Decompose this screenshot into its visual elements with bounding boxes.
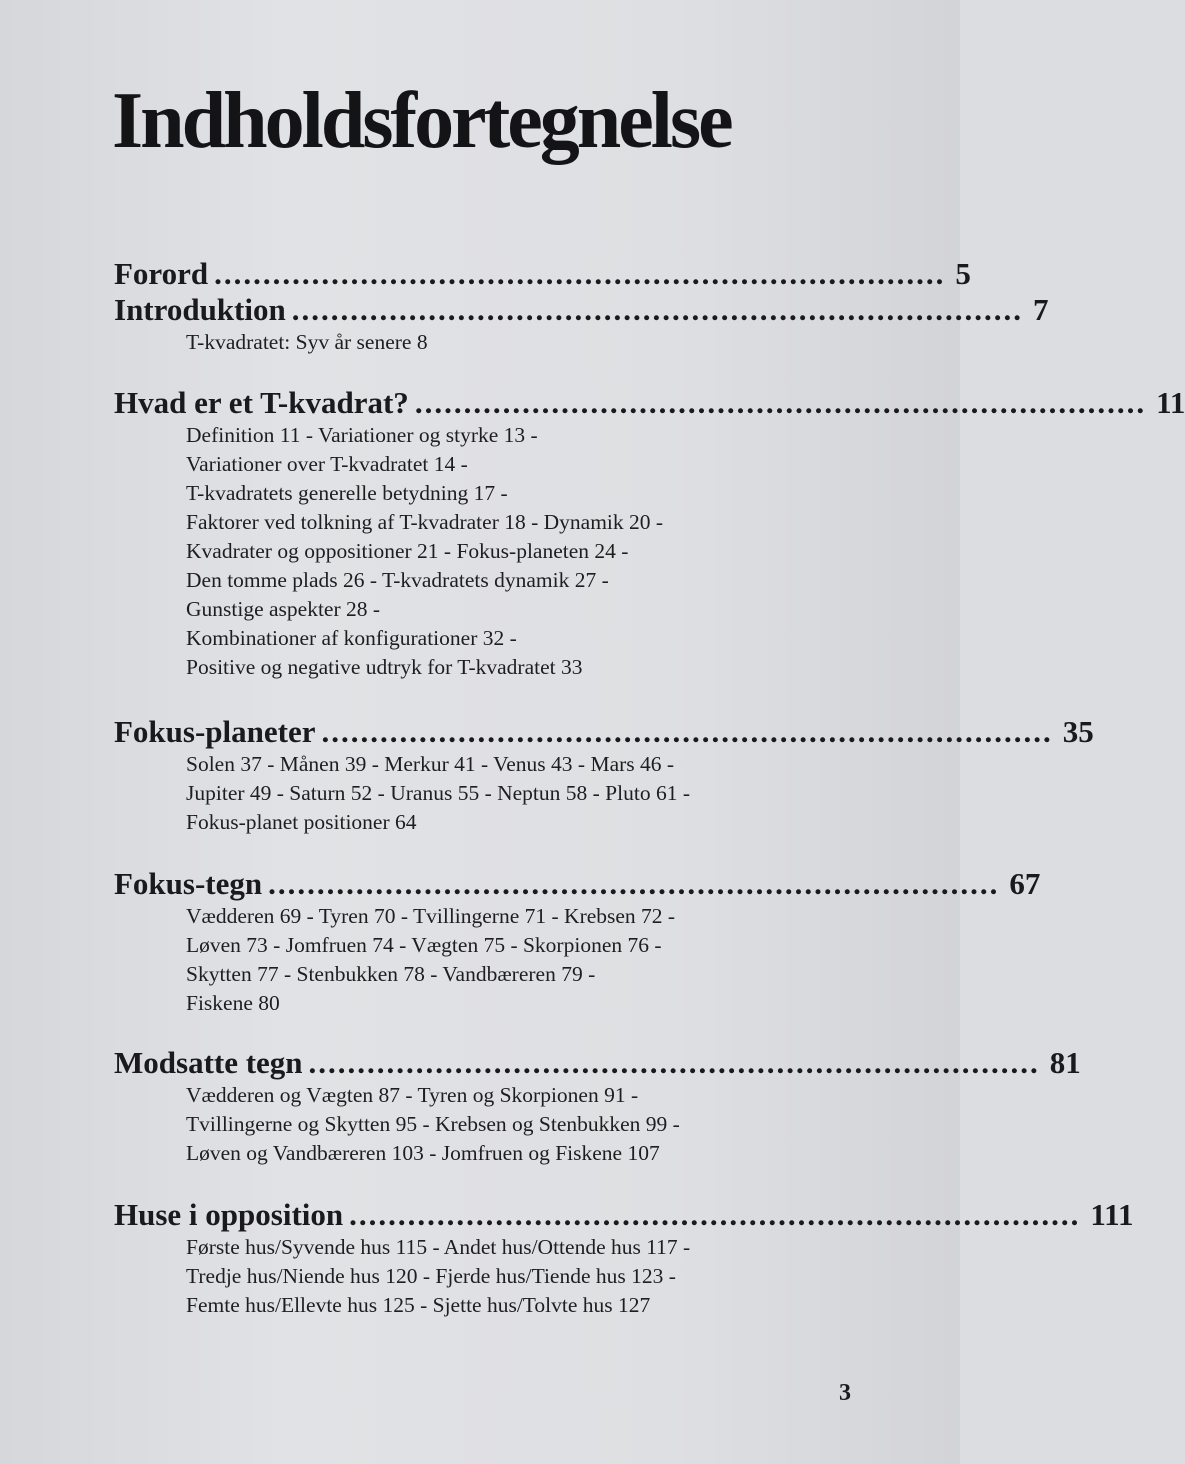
toc-page-number: 5 xyxy=(955,256,971,291)
toc-page-number: 111 xyxy=(1090,1197,1134,1232)
toc-heading xyxy=(114,1045,1081,1081)
toc-subentries xyxy=(186,902,854,1018)
toc-subentry-line: Definition 11 - Variationer og styrke 13 - xyxy=(186,423,538,447)
toc-subentry-line: Gunstige aspekter 28 - xyxy=(186,597,381,621)
dot-leader: ........................................................................... xyxy=(308,1045,1040,1080)
toc-entry-introduktion xyxy=(114,292,1049,357)
toc-subentry-line: Kvadrater og oppositioner 21 - Fokus-planeten 24 - xyxy=(186,539,629,563)
toc-subentry-line: Fiskene 80 xyxy=(186,991,280,1015)
dot-leader: ........................................................................... xyxy=(214,256,946,291)
toc-subentries xyxy=(186,328,854,357)
toc-entry-fokus-planeter xyxy=(114,714,1094,837)
dot-leader: ........................................................................... xyxy=(291,292,1023,327)
toc-heading-label: Huse i opposition xyxy=(114,1197,344,1232)
toc-subentry-line: Løven og Vandbæreren 103 - Jomfruen og Fiskene 107 xyxy=(186,1141,660,1165)
toc-subentries xyxy=(186,750,854,837)
toc-subentries xyxy=(186,1233,854,1320)
toc-page-number: 81 xyxy=(1049,1045,1081,1080)
toc-page-number: 7 xyxy=(1032,292,1049,327)
toc-heading-label: Hvad er et T-kvadrat? xyxy=(114,385,409,420)
toc-subentry-line: Kombinationer af konfigurationer 32 - xyxy=(186,626,517,650)
toc-subentry-line: Jupiter 49 - Saturn 52 - Uranus 55 - Neptun 58 - Pluto 61 - xyxy=(186,781,690,805)
toc-subentry-line: T-kvadratet: Syv år senere 8 xyxy=(186,330,428,354)
toc-page-number: 67 xyxy=(1009,866,1041,901)
toc-subentry-line: Vædderen og Vægten 87 - Tyren og Skorpionen 91 - xyxy=(186,1083,639,1107)
toc-heading xyxy=(114,256,971,292)
toc-entry-hvad-er-et-t-kvadrat xyxy=(114,385,1185,682)
toc-subentry-line: Faktorer ved tolkning af T-kvadrater 18 - Dynamik 20 - xyxy=(186,510,664,534)
page-title: Indholdsfortegnelse xyxy=(112,77,731,165)
toc-entry-forord xyxy=(114,256,971,292)
toc-subentry-line: Tredje hus/Niende hus 120 - Fjerde hus/Tiende hus 123 - xyxy=(186,1264,676,1288)
toc-page-number: 35 xyxy=(1062,714,1094,749)
dot-leader: ........................................................................... xyxy=(268,866,1000,901)
dot-leader: ........................................................................... xyxy=(321,714,1053,749)
toc-heading xyxy=(114,385,1185,421)
dot-leader: ........................................................................... xyxy=(349,1197,1081,1232)
toc-subentry-line: T-kvadratets generelle betydning 17 - xyxy=(186,481,508,505)
toc-subentry-line: Femte hus/Ellevte hus 125 - Sjette hus/Tolvte hus 127 xyxy=(186,1293,651,1317)
toc-heading-label: Fokus-tegn xyxy=(114,866,263,901)
toc-subentry-line: Den tomme plads 26 - T-kvadratets dynamik 27 - xyxy=(186,568,609,592)
toc-heading xyxy=(114,714,1094,750)
toc-subentry-line: Skytten 77 - Stenbukken 78 - Vandbæreren 79 - xyxy=(186,962,596,986)
toc-heading xyxy=(114,866,1041,902)
toc-subentry-line: Første hus/Syvende hus 115 - Andet hus/Ottende hus 117 - xyxy=(186,1235,691,1259)
toc-heading-label: Forord xyxy=(114,256,209,291)
toc-subentry-line: Vædderen 69 - Tyren 70 - Tvillingerne 71 - Krebsen 72 - xyxy=(186,904,676,928)
toc-entry-modsatte-tegn xyxy=(114,1045,1081,1168)
toc-subentry-line: Solen 37 - Månen 39 - Merkur 41 - Venus 43 - Mars 46 - xyxy=(186,752,675,776)
toc-heading xyxy=(114,292,1049,328)
toc-heading xyxy=(114,1197,1134,1233)
toc-entry-fokus-tegn xyxy=(114,866,1041,1018)
toc-subentry-line: Tvillingerne og Skytten 95 - Krebsen og Stenbukken 99 - xyxy=(186,1112,680,1136)
toc-page-number: 11 xyxy=(1156,385,1185,420)
toc-heading-label: Fokus-planeter xyxy=(114,714,316,749)
toc-subentry-line: Fokus-planet positioner 64 xyxy=(186,810,417,834)
toc-subentry-line: Positive og negative udtryk for T-kvadratet 33 xyxy=(186,655,583,679)
toc-subentry-line: Løven 73 - Jomfruen 74 - Vægten 75 - Skorpionen 76 - xyxy=(186,933,662,957)
dot-leader: ........................................................................... xyxy=(414,385,1147,420)
toc-heading-label: Introduktion xyxy=(114,292,286,327)
toc-subentries xyxy=(186,1081,854,1168)
toc-heading-label: Modsatte tegn xyxy=(114,1045,303,1080)
toc-entry-huse-i-opposition xyxy=(114,1197,1134,1320)
page-number: 3 xyxy=(839,1380,851,1406)
toc-subentries xyxy=(186,421,854,682)
toc-subentry-line: Variationer over T-kvadratet 14 - xyxy=(186,452,468,476)
